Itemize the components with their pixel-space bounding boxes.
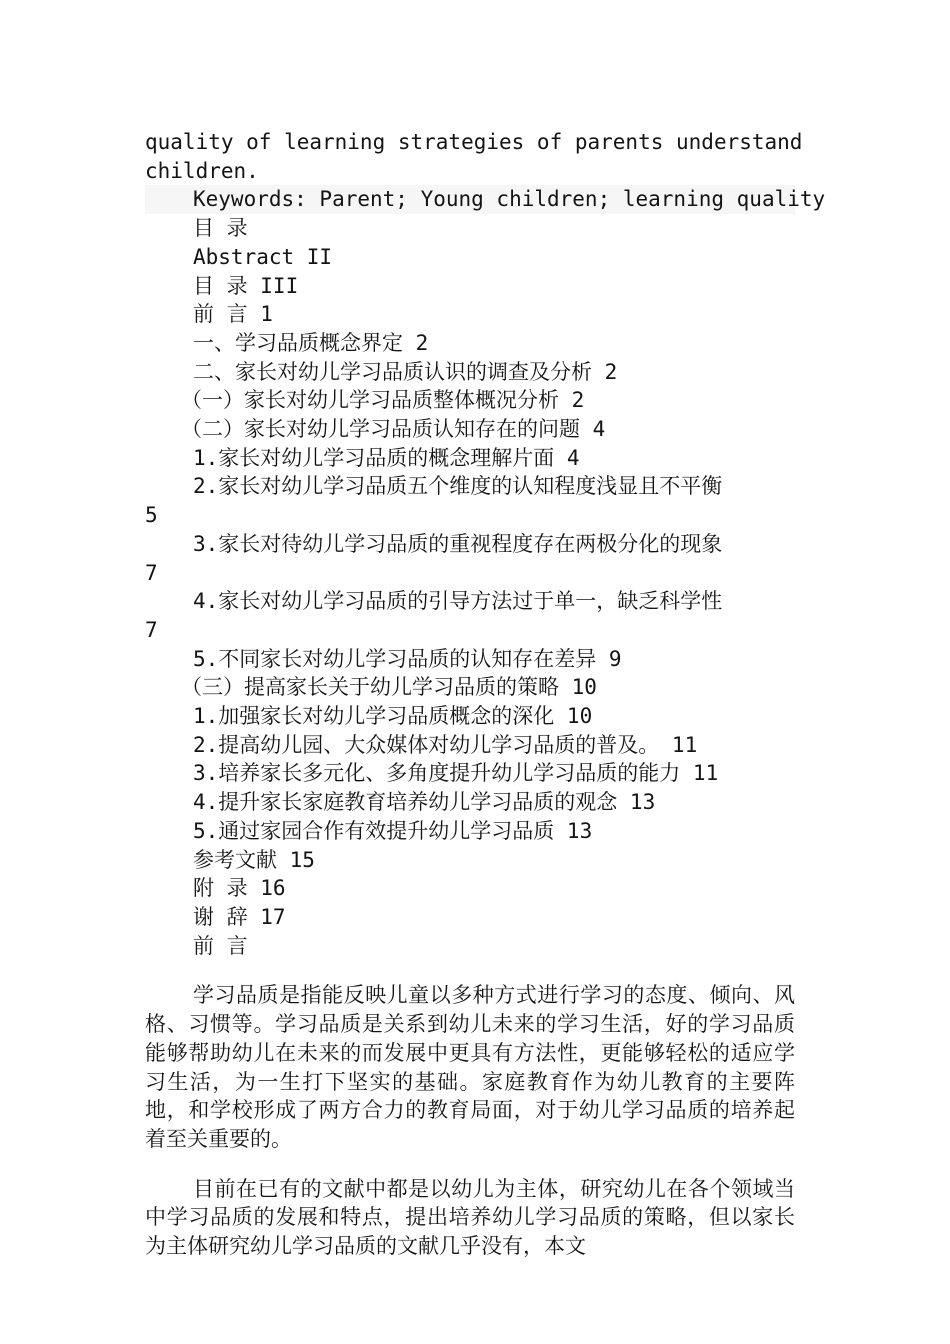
- toc-entry: 1.家长对幼儿学习品质的概念理解片面 4: [193, 445, 580, 470]
- preface-paragraph: 目前在已有的文献中都是以幼儿为主体，研究幼儿在各个领域当中学习品质的发展和特点，提出培养幼儿学习品质的策略，但以家长为主体研究幼儿学习品质的文献几乎没有，本文: [145, 1176, 795, 1259]
- keywords-line: Keywords: Parent; Young children; learning quality: [145, 185, 795, 214]
- toc-entry: 谢 辞 17: [193, 904, 286, 929]
- toc-entry: （一）家长对幼儿学习品质整体概况分析 2: [181, 388, 585, 413]
- toc-entry: 一、学习品质概念界定 2: [193, 330, 429, 355]
- toc-entry: 目 录 III: [193, 273, 299, 298]
- toc-entry: 前 言 1: [193, 302, 273, 327]
- toc-entry: （二）家长对幼儿学习品质认知存在的问题 4: [181, 417, 606, 442]
- abstract-text-line: children.: [145, 158, 259, 183]
- toc-entry: 2.提高幼儿园、大众媒体对幼儿学习品质的普及。 11: [193, 732, 698, 757]
- document-page: [145, 128, 826, 1282]
- toc-entry: 1.加强家长对幼儿学习品质概念的深化 10: [193, 704, 593, 729]
- toc-heading: 目 录: [193, 216, 248, 241]
- toc-entry: 4.提升家长家庭教育培养幼儿学习品质的观念 13: [193, 790, 656, 815]
- toc-entry-page: 7: [145, 560, 158, 585]
- toc-entry: 3.家长对待幼儿学习品质的重视程度存在两极分化的现象: [193, 531, 723, 556]
- toc-entry: （三）提高家长关于幼儿学习品质的策略 10: [181, 675, 597, 700]
- preface-heading: 前 言: [193, 933, 248, 958]
- toc-entry: 5.通过家园合作有效提升幼儿学习品质 13: [193, 818, 593, 843]
- toc-entry-page: 5: [145, 503, 158, 528]
- toc-entry: Abstract II: [193, 244, 333, 269]
- abstract-text-line: quality of learning strategies of parents understand: [145, 130, 803, 154]
- toc-entry-page: 7: [145, 617, 158, 642]
- toc-entry: 二、家长对幼儿学习品质认识的调查及分析 2: [193, 359, 618, 384]
- toc-entry: 附 录 16: [193, 876, 286, 901]
- toc-entry: 4.家长对幼儿学习品质的引导方法过于单一，缺乏科学性: [193, 589, 723, 614]
- toc-entry: 参考文献 15: [193, 847, 315, 872]
- toc-entry: 5.不同家长对幼儿学习品质的认知存在差异 9: [193, 646, 622, 671]
- toc-entry: 2.家长对幼儿学习品质五个维度的认知程度浅显且不平衡: [193, 474, 723, 499]
- toc-entry: 3.培养家长多元化、多角度提升幼儿学习品质的能力 11: [193, 761, 719, 786]
- preface-paragraph: 学习品质是指能反映儿童以多种方式进行学习的态度、倾向、风格、习惯等。学习品质是关系到幼儿未来的学习生活，好的学习品质能够帮助幼儿在未来的而发展中更具有方法性，更能够轻松的适应学习生活，为一生打下坚实的基础。家庭教育作为幼儿教育的主要阵地，和学校形成了两方合力的教育局面，对于幼儿学习品质的培养起着至关重要的。: [145, 983, 795, 1151]
